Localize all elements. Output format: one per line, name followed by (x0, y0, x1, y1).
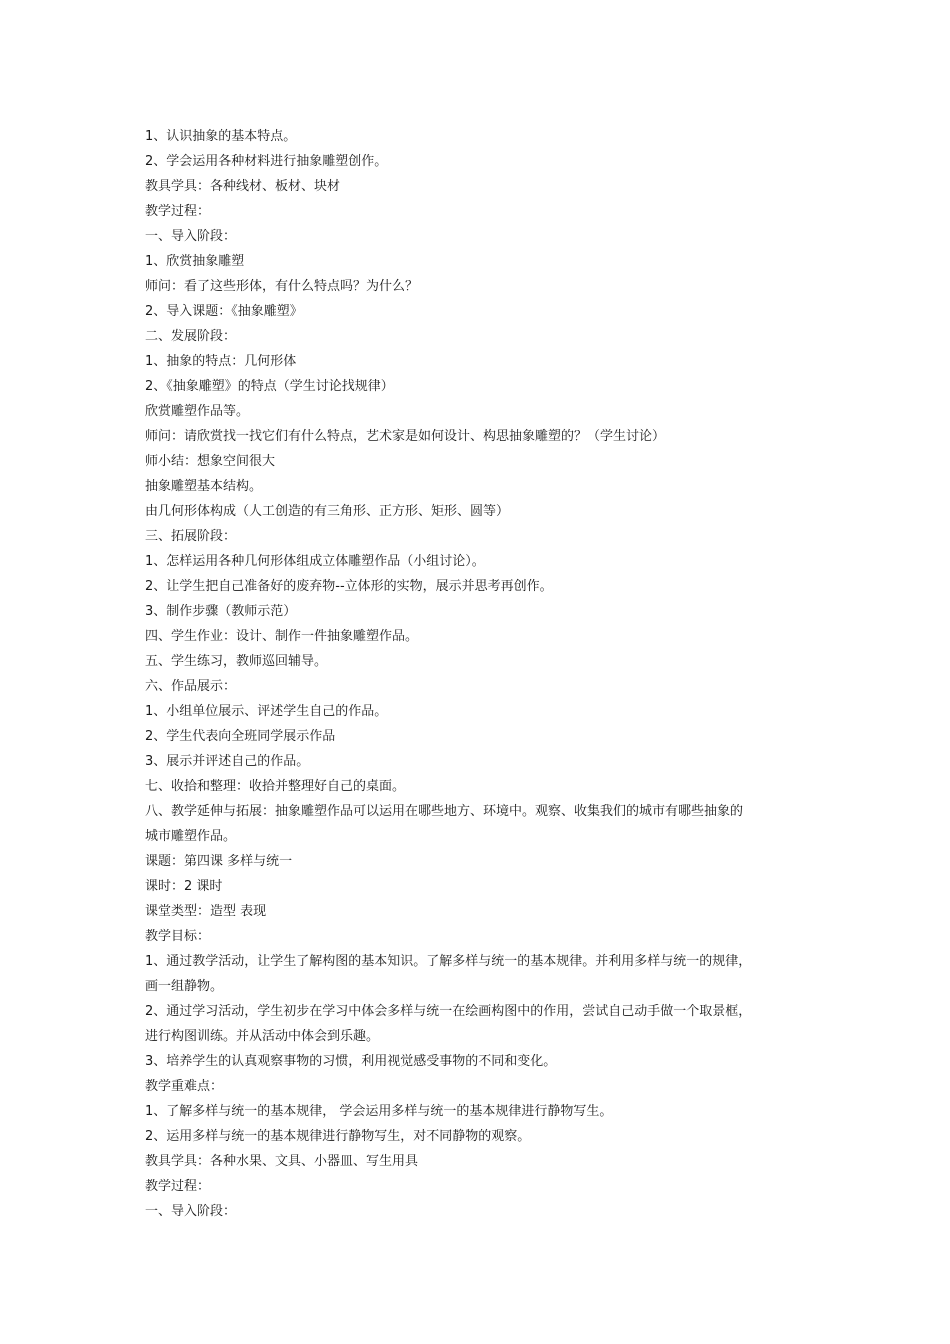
text-line: 1、了解多样与统一的基本规律， 学会运用多样与统一的基本规律进行静物写生。 (145, 1104, 613, 1119)
text-line: 教学过程： (145, 1179, 211, 1194)
text-line: 课时：2 课时 (145, 879, 223, 894)
text-line: 课堂类型：造型 表现 (145, 904, 267, 919)
text-line: 2、学会运用各种材料进行抽象雕塑创作。 (145, 154, 388, 169)
text-line: 由几何形体构成（人工创造的有三角形、正方形、矩形、圆等） (145, 504, 510, 519)
text-line: 1、抽象的特点：几何形体 (145, 354, 297, 369)
text-line: 五、学生练习，教师巡回辅导。 (145, 654, 328, 669)
text-line: 1、认识抽象的基本特点。 (145, 129, 297, 144)
text-line: 1、欣赏抽象雕塑 (145, 254, 245, 269)
text-line: 1、通过教学活动，让学生了解构图的基本知识。了解多样与统一的基本规律。并利用多样与统一的规律， (145, 954, 752, 969)
text-line: 2、导入课题：《抽象雕塑》 (145, 304, 303, 319)
text-line: 1、小组单位展示、评述学生自己的作品。 (145, 704, 388, 719)
text-line: 师问：看了这些形体，有什么特点吗？为什么？ (145, 279, 419, 294)
text-line: 教学目标： (145, 929, 211, 944)
text-line: 教学重难点： (145, 1079, 224, 1094)
text-line: 教学过程： (145, 204, 211, 219)
text-line: 画一组静物。 (145, 979, 224, 994)
text-line: 3、制作步骤（教师示范） (145, 604, 297, 619)
text-line: 2、《抽象雕塑》的特点（学生讨论找规律） (145, 379, 394, 394)
text-line: 一、导入阶段： (145, 1204, 237, 1219)
text-line: 二、发展阶段： (145, 329, 237, 344)
text-line: 进行构图训练。并从活动中体会到乐趣。 (145, 1029, 380, 1044)
text-line: 抽象雕塑基本结构。 (145, 479, 263, 494)
text-line: 2、通过学习活动，学生初步在学习中体会多样与统一在绘画构图中的作用，尝试自己动手做一个取景框， (145, 1004, 752, 1019)
text-line: 六、作品展示： (145, 679, 237, 694)
text-line: 2、运用多样与统一的基本规律进行静物写生，对不同静物的观察。 (145, 1129, 531, 1144)
document-body (145, 124, 825, 1224)
text-line: 四、学生作业：设计、制作一件抽象雕塑作品。 (145, 629, 419, 644)
text-line: 3、展示并评述自己的作品。 (145, 754, 310, 769)
text-line: 欣赏雕塑作品等。 (145, 404, 250, 419)
text-line: 八、教学延伸与拓展：抽象雕塑作品可以运用在哪些地方、环境中。观察、收集我们的城市有哪些抽象的 (145, 804, 744, 819)
text-line: 1、怎样运用各种几何形体组成立体雕塑作品（小组讨论）。 (145, 554, 485, 569)
text-line: 师问：请欣赏找一找它们有什么特点，艺术家是如何设计、构思抽象雕塑的？（学生讨论） (145, 429, 666, 444)
text-line: 教具学具：各种线材、板材、块材 (145, 179, 341, 194)
text-line: 师小结：想象空间很大 (145, 454, 276, 469)
text-line: 2、让学生把自己准备好的废弃物--立体形的实物，展示并思考再创作。 (145, 579, 553, 594)
text-line: 一、导入阶段： (145, 229, 237, 244)
text-line: 3、培养学生的认真观察事物的习惯，利用视觉感受事物的不同和变化。 (145, 1054, 557, 1069)
text-line: 课题：第四课 多样与统一 (145, 854, 293, 869)
text-line: 三、拓展阶段： (145, 529, 237, 544)
text-line: 教具学具：各种水果、文具、小器皿、写生用具 (145, 1154, 419, 1169)
text-line: 城市雕塑作品。 (145, 829, 237, 844)
text-line: 2、学生代表向全班同学展示作品 (145, 729, 336, 744)
text-line: 七、收拾和整理：收拾并整理好自己的桌面。 (145, 779, 406, 794)
